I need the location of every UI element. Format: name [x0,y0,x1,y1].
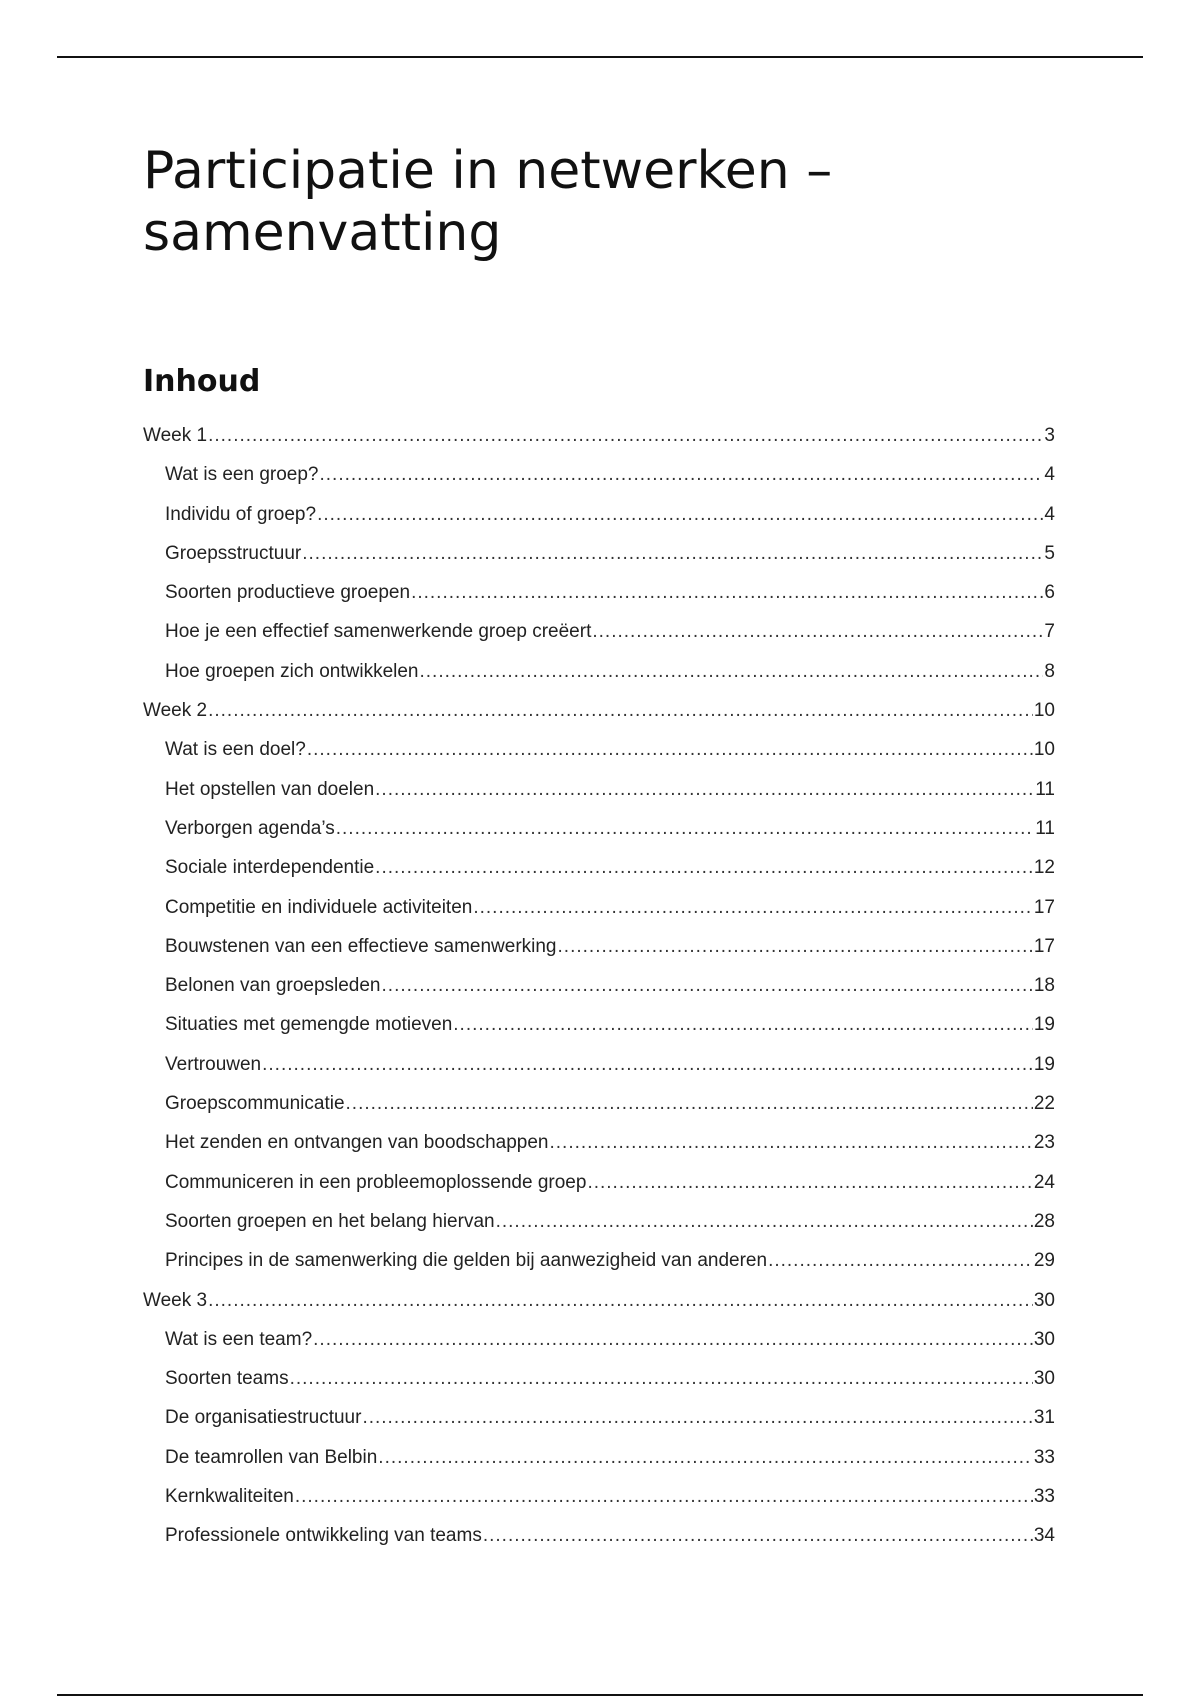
toc-entry-page-number: 29 [1033,1250,1055,1272]
toc-dot-leader [302,534,1043,573]
toc-entry-section[interactable] [143,809,1055,848]
toc-entry-section[interactable] [143,1202,1055,1241]
toc-entry-label: Individu of groep? [165,503,317,525]
toc-entry-label: Situaties met gemengde motieven [165,1014,453,1036]
toc-dot-leader [496,1202,1033,1241]
toc-entry-label: Week 3 [143,1289,208,1311]
toc-entry-label: Groepsstructuur [165,542,302,564]
toc-dot-leader [317,495,1043,534]
toc-entry-page-number: 22 [1033,1093,1055,1115]
toc-dot-leader [382,966,1033,1005]
toc-entry-label: Belonen van groepsleden [165,975,381,997]
toc-entry-page-number: 31 [1033,1407,1055,1429]
toc-entry-section[interactable] [143,1005,1055,1044]
toc-entry-section[interactable] [143,848,1055,887]
toc-dot-leader [208,416,1043,455]
toc-entry-page-number: 12 [1033,857,1055,879]
toc-entry-page-number: 10 [1033,739,1055,761]
toc-entry-label: Principes in de samenwerking die gelden bij aanwezigheid van anderen [165,1250,768,1272]
toc-entry-label: Professionele ontwikkeling van teams [165,1525,482,1547]
toc-entry-page-number: 33 [1033,1446,1055,1468]
toc-entry-page-number: 30 [1033,1289,1055,1311]
toc-entry-page-number: 8 [1044,660,1055,682]
toc-entry-label: Communiceren in een probleemoplossende groep [165,1171,587,1193]
toc-entry-page-number: 11 [1035,817,1055,839]
toc-entry-label: Soorten teams [165,1368,289,1390]
toc-entry-section[interactable] [143,888,1055,927]
toc-dot-leader [375,770,1034,809]
table-of-contents [143,416,1055,1556]
toc-entry-section[interactable] [143,573,1055,612]
toc-entry-section[interactable] [143,927,1055,966]
toc-entry-page-number: 3 [1044,425,1055,446]
toc-entry-section[interactable] [143,730,1055,769]
toc-entry-section[interactable] [143,1398,1055,1437]
toc-entry-label: Groepscommunicatie [165,1093,345,1115]
toc-entry-section[interactable] [143,1320,1055,1359]
toc-heading: Inhoud [143,364,261,399]
toc-entry-section[interactable] [143,1163,1055,1202]
toc-entry-label: Wat is een groep? [165,464,319,486]
toc-entry-page-number: 4 [1044,503,1055,525]
toc-dot-leader [362,1398,1032,1437]
toc-entry-page-number: 30 [1033,1368,1055,1390]
toc-dot-leader [592,612,1043,651]
toc-dot-leader [320,455,1044,494]
toc-dot-leader [453,1005,1033,1044]
toc-entry-section[interactable] [143,1438,1055,1477]
toc-dot-leader [290,1359,1033,1398]
toc-entry-section[interactable] [143,1516,1055,1555]
toc-entry-section[interactable] [143,1045,1055,1084]
footer-rule [57,1694,1143,1696]
toc-dot-leader [262,1045,1033,1084]
toc-entry-page-number: 34 [1033,1525,1055,1547]
toc-entry-section[interactable] [143,612,1055,651]
toc-entry-section[interactable] [143,1084,1055,1123]
toc-entry-label: Week 1 [143,425,208,446]
toc-entry-section[interactable] [143,652,1055,691]
toc-entry-week[interactable] [143,416,1055,455]
toc-entry-section[interactable] [143,1477,1055,1516]
toc-dot-leader [375,848,1033,887]
toc-entry-section[interactable] [143,1359,1055,1398]
toc-entry-page-number: 5 [1044,542,1055,564]
toc-entry-label: Hoe groepen zich ontwikkelen [165,660,419,682]
toc-entry-page-number: 6 [1044,582,1055,604]
toc-dot-leader [307,730,1033,769]
toc-entry-page-number: 7 [1044,621,1055,643]
toc-entry-label: Het opstellen van doelen [165,778,375,800]
toc-entry-page-number: 4 [1044,464,1055,486]
toc-dot-leader [420,652,1044,691]
document-title-line-2: samenvatting [143,203,502,263]
toc-entry-page-number: 23 [1033,1132,1055,1154]
header-rule [57,56,1143,58]
toc-dot-leader [346,1084,1033,1123]
document-title-line-1: Participatie in netwerken – [143,141,833,201]
toc-entry-week[interactable] [143,1281,1055,1320]
toc-entry-label: De teamrollen van Belbin [165,1446,378,1468]
toc-entry-section[interactable] [143,495,1055,534]
toc-entry-section[interactable] [143,770,1055,809]
toc-entry-page-number: 24 [1033,1171,1055,1193]
toc-entry-label: Sociale interdependentie [165,857,375,879]
toc-entry-section[interactable] [143,1241,1055,1280]
toc-entry-page-number: 28 [1033,1210,1055,1232]
toc-entry-label: Week 2 [143,700,208,722]
toc-entry-page-number: 33 [1033,1486,1055,1508]
toc-entry-page-number: 30 [1033,1328,1055,1350]
toc-entry-label: Bouwstenen van een effectieve samenwerking [165,935,557,957]
toc-entry-label: De organisatiestructuur [165,1407,362,1429]
toc-entry-page-number: 11 [1035,778,1055,800]
toc-entry-label: Hoe je een effectief samenwerkende groep creëert [165,621,592,643]
toc-dot-leader [768,1241,1033,1280]
document-title [143,140,1043,264]
toc-dot-leader [208,1281,1033,1320]
toc-dot-leader [336,809,1035,848]
toc-dot-leader [295,1477,1033,1516]
toc-dot-leader [483,1516,1033,1555]
toc-entry-label: Vertrouwen [165,1053,262,1075]
toc-dot-leader [313,1320,1033,1359]
toc-entry-label: Wat is een doel? [165,739,306,761]
toc-dot-leader [378,1438,1033,1477]
toc-dot-leader [473,888,1033,927]
toc-entry-page-number: 17 [1033,935,1055,957]
toc-entry-label: Soorten groepen en het belang hiervan [165,1210,495,1232]
toc-entry-label: Het zenden en ontvangen van boodschappen [165,1132,549,1154]
toc-entry-page-number: 18 [1033,975,1055,997]
toc-entry-label: Competitie en individuele activiteiten [165,896,473,918]
toc-dot-leader [549,1123,1032,1162]
toc-entry-section[interactable] [143,534,1055,573]
toc-entry-page-number: 19 [1033,1053,1055,1075]
toc-entry-section[interactable] [143,1123,1055,1162]
toc-entry-page-number: 10 [1033,700,1055,722]
toc-dot-leader [411,573,1043,612]
toc-dot-leader [558,927,1033,966]
toc-entry-page-number: 19 [1033,1014,1055,1036]
toc-entry-section[interactable] [143,455,1055,494]
toc-entry-label: Kernkwaliteiten [165,1486,294,1508]
toc-entry-page-number: 17 [1033,896,1055,918]
toc-entry-label: Soorten productieve groepen [165,582,411,604]
toc-entry-label: Verborgen agenda’s [165,817,335,839]
toc-entry-section[interactable] [143,966,1055,1005]
toc-dot-leader [208,691,1033,730]
toc-entry-week[interactable] [143,691,1055,730]
toc-entry-label: Wat is een team? [165,1328,313,1350]
toc-dot-leader [587,1163,1032,1202]
